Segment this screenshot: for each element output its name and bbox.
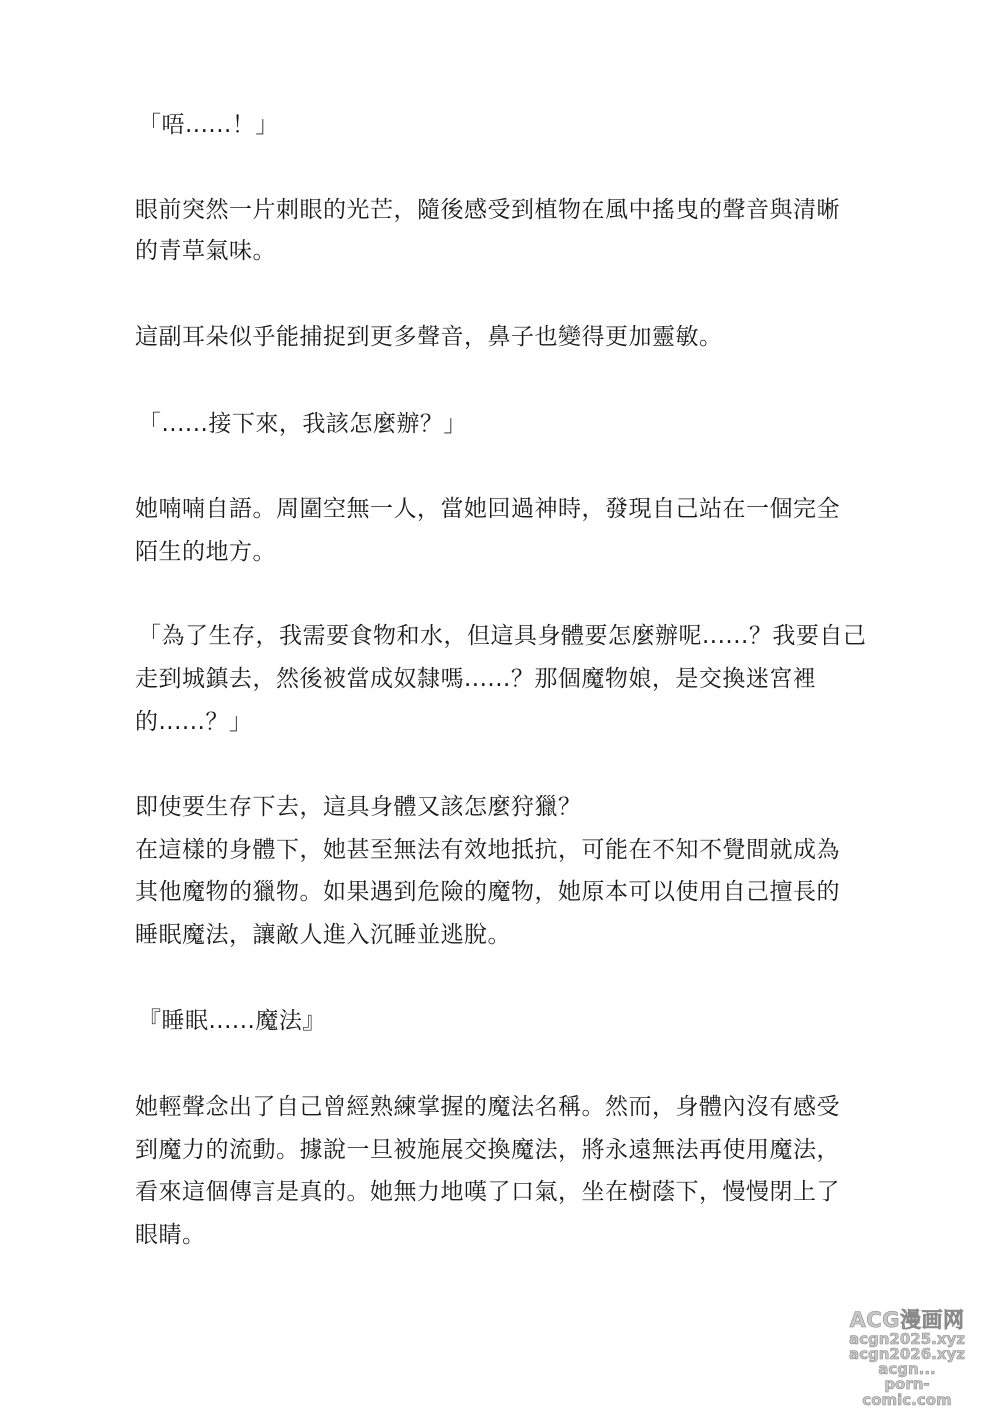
text-line: 在這樣的身體下，她甚至無法有效地抵抗，可能在不知不覺間就成為 [135,837,840,863]
text-line: 陌生的地方。 [135,539,276,565]
text-line: 這副耳朵似乎能捕捉到更多聲音，鼻子也變得更加靈敏。 [135,324,723,350]
text-line: 睡眠魔法，讓敵人進入沉睡並逃脫。 [135,922,511,948]
text-line: 眼睛。 [135,1222,206,1248]
watermark-url: porn-comic.com [862,1375,952,1409]
watermark-url: acgn... [878,1360,936,1379]
text-line: 她喃喃自語。周圍空無一人，當她回過神時，發現自己站在一個完全 [135,496,840,522]
text-line: 眼前突然一片刺眼的光芒，隨後感受到植物在風中搖曳的聲音與清晰 [135,197,840,223]
watermark-title: ACG漫画网 [849,1308,965,1333]
text-line: 看來這個傳言是真的。她無力地嘆了口氣，坐在樹蔭下，慢慢閉上了 [135,1179,840,1205]
text-line: 其他魔物的獵物。如果遇到危險的魔物，她原本可以使用自己擅長的 [135,879,840,905]
text-line: 的青草氣味。 [135,238,276,264]
text-line: 走到城鎮去，然後被當成奴隸嗎......？那個魔物娘，是交換迷宮裡 [135,666,817,692]
text-line: 『睡眠......魔法』 [138,1008,326,1034]
watermark-url: acgn2025.xyz [848,1329,966,1348]
text-line: 即使要生存下去，這具身體又該怎麼狩獵？ [135,794,582,820]
text-line: 「為了生存，我需要食物和水，但這具身體要怎麼辦呢......？我要自己 [138,623,867,649]
text-line: 「唔......！」 [138,112,279,138]
text-line: 「......接下來，我該怎麼辦？」 [138,411,467,437]
text-line: 她輕聲念出了自己曾經熟練掌握的魔法名稱。然而，身體內沒有感受 [135,1094,840,1120]
watermark-url: acgn2026.xyz [848,1344,966,1363]
text-line: 到魔力的流動。據說一旦被施展交換魔法，將永遠無法再使用魔法， [135,1137,840,1163]
site-watermark [842,1310,972,1408]
text-line: 的......？」 [135,709,253,735]
